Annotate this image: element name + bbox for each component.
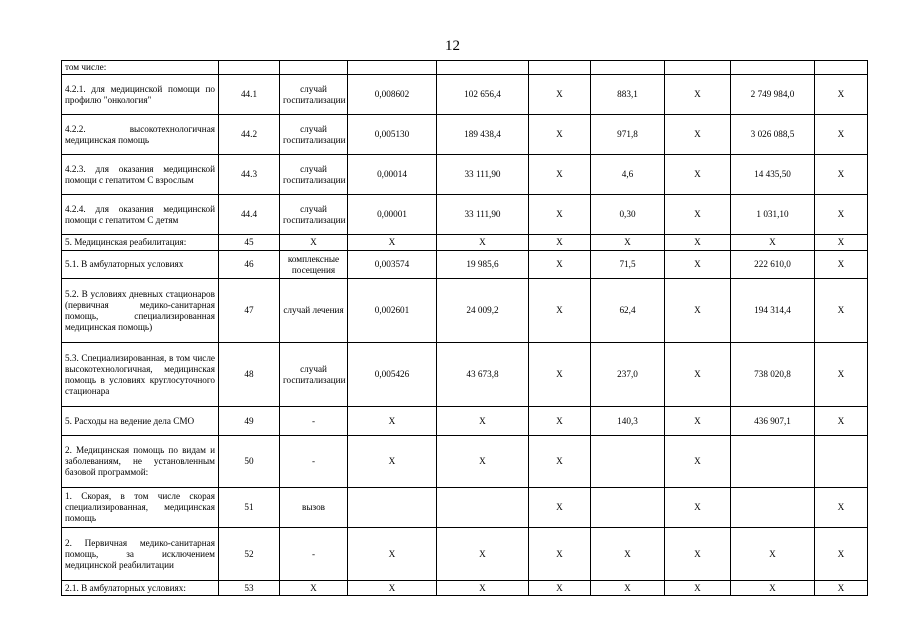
row-code-cell: 47: [219, 279, 280, 343]
value-cell: Х: [665, 343, 731, 407]
value-cell: [591, 436, 665, 488]
value-cell: [815, 61, 868, 75]
value-cell: [437, 61, 529, 75]
value-cell: Х: [665, 407, 731, 436]
value-cell: Х: [665, 528, 731, 581]
value-cell: [591, 488, 665, 528]
row-name-cell: 2.1. В амбулаторных условиях:: [62, 581, 219, 596]
row-name-cell: 4.2.4. для оказания медицинской помощи с гепатитом С детям: [62, 195, 219, 235]
value-cell: Х: [731, 235, 815, 251]
unit-cell: -: [280, 407, 348, 436]
table-row: [62, 407, 868, 436]
value-cell: Х: [529, 155, 591, 195]
unit-cell: Х: [280, 581, 348, 596]
value-cell: Х: [731, 528, 815, 581]
value-cell: Х: [665, 155, 731, 195]
value-cell: Х: [665, 235, 731, 251]
value-cell: Х: [591, 528, 665, 581]
value-cell: [529, 61, 591, 75]
value-cell: 3 026 088,5: [731, 115, 815, 155]
value-cell: 883,1: [591, 75, 665, 115]
row-code-cell: 51: [219, 488, 280, 528]
value-cell: [731, 436, 815, 488]
value-cell: 0,008602: [348, 75, 437, 115]
value-cell: [665, 61, 731, 75]
table-row: [62, 343, 868, 407]
value-cell: Х: [437, 235, 529, 251]
table-row: [62, 279, 868, 343]
row-name-cell: 5. Расходы на ведение дела СМО: [62, 407, 219, 436]
value-cell: 140,3: [591, 407, 665, 436]
value-cell: [437, 488, 529, 528]
value-cell: 0,30: [591, 195, 665, 235]
financial-table: [61, 60, 868, 596]
value-cell: Х: [815, 279, 868, 343]
unit-cell: комплексные посещения: [280, 251, 348, 279]
row-name-cell: 5.1. В амбулаторных условиях: [62, 251, 219, 279]
value-cell: Х: [731, 581, 815, 596]
page-number: 12: [445, 38, 460, 54]
value-cell: [815, 436, 868, 488]
row-code-cell: 48: [219, 343, 280, 407]
value-cell: Х: [529, 436, 591, 488]
row-code-cell: 49: [219, 407, 280, 436]
unit-cell: вызов: [280, 488, 348, 528]
value-cell: Х: [815, 581, 868, 596]
row-name-cell: 2. Первичная медико-санитарная помощь, за исключением медицинской реабилитации: [62, 528, 219, 581]
table-row: [62, 75, 868, 115]
table-row: [62, 251, 868, 279]
value-cell: Х: [815, 488, 868, 528]
value-cell: 0,00014: [348, 155, 437, 195]
value-cell: 62,4: [591, 279, 665, 343]
value-cell: 237,0: [591, 343, 665, 407]
row-name-cell: 4.2.3. для оказания медицинской помощи с гепатитом С взрослым: [62, 155, 219, 195]
value-cell: 24 009,2: [437, 279, 529, 343]
row-name-cell: том числе:: [62, 61, 219, 75]
value-cell: Х: [529, 528, 591, 581]
unit-cell: [280, 61, 348, 75]
value-cell: 4,6: [591, 155, 665, 195]
value-cell: Х: [348, 581, 437, 596]
value-cell: Х: [348, 235, 437, 251]
table-row: [62, 436, 868, 488]
unit-cell: случай госпитализации: [280, 343, 348, 407]
value-cell: 33 111,90: [437, 155, 529, 195]
value-cell: 0,005130: [348, 115, 437, 155]
value-cell: Х: [815, 235, 868, 251]
value-cell: Х: [665, 251, 731, 279]
table-row: [62, 115, 868, 155]
value-cell: 194 314,4: [731, 279, 815, 343]
value-cell: Х: [591, 235, 665, 251]
value-cell: Х: [665, 279, 731, 343]
value-cell: Х: [815, 195, 868, 235]
row-name-cell: 5. Медицинская реабилитация:: [62, 235, 219, 251]
table-row: [62, 528, 868, 581]
row-name-cell: 5.2. В условиях дневных стационаров (первичная медико-санитарная помощь, специализированная медицинская помощь): [62, 279, 219, 343]
value-cell: 2 749 984,0: [731, 75, 815, 115]
value-cell: 33 111,90: [437, 195, 529, 235]
value-cell: 436 907,1: [731, 407, 815, 436]
value-cell: Х: [348, 407, 437, 436]
value-cell: 738 020,8: [731, 343, 815, 407]
value-cell: Х: [529, 279, 591, 343]
row-code-cell: 46: [219, 251, 280, 279]
value-cell: Х: [665, 75, 731, 115]
table-row: [62, 195, 868, 235]
value-cell: Х: [529, 581, 591, 596]
unit-cell: -: [280, 436, 348, 488]
value-cell: Х: [665, 115, 731, 155]
row-name-cell: 5.3. Специализированная, в том числе высокотехнологичная, медицинская помощь в условиях круглосуточного стационара: [62, 343, 219, 407]
value-cell: Х: [529, 343, 591, 407]
value-cell: [348, 61, 437, 75]
row-code-cell: 52: [219, 528, 280, 581]
row-name-cell: 4.2.1. для медицинской помощи по профилю "онкология": [62, 75, 219, 115]
row-code-cell: 44.1: [219, 75, 280, 115]
value-cell: 43 673,8: [437, 343, 529, 407]
value-cell: 0,003574: [348, 251, 437, 279]
unit-cell: случай лечения: [280, 279, 348, 343]
row-name-cell: 4.2.2. высокотехнологичная медицинская помощь: [62, 115, 219, 155]
value-cell: Х: [437, 436, 529, 488]
value-cell: [731, 61, 815, 75]
table-row: [62, 488, 868, 528]
table-row: [62, 581, 868, 596]
value-cell: 102 656,4: [437, 75, 529, 115]
value-cell: Х: [815, 343, 868, 407]
unit-cell: случай госпитализации: [280, 75, 348, 115]
value-cell: Х: [348, 528, 437, 581]
value-cell: Х: [529, 235, 591, 251]
unit-cell: случай госпитализации: [280, 155, 348, 195]
unit-cell: случай госпитализации: [280, 195, 348, 235]
unit-cell: -: [280, 528, 348, 581]
value-cell: 1 031,10: [731, 195, 815, 235]
value-cell: Х: [348, 436, 437, 488]
value-cell: Х: [437, 407, 529, 436]
value-cell: Х: [437, 581, 529, 596]
value-cell: Х: [665, 195, 731, 235]
row-name-cell: 2. Медицинская помощь по видам и заболеваниям, не установленным базовой программой:: [62, 436, 219, 488]
value-cell: 189 438,4: [437, 115, 529, 155]
row-code-cell: 53: [219, 581, 280, 596]
value-cell: Х: [665, 436, 731, 488]
value-cell: Х: [529, 115, 591, 155]
unit-cell: случай госпитализации: [280, 115, 348, 155]
value-cell: Х: [815, 115, 868, 155]
value-cell: [591, 61, 665, 75]
table-row: [62, 155, 868, 195]
value-cell: Х: [815, 407, 868, 436]
value-cell: 0,00001: [348, 195, 437, 235]
value-cell: [348, 488, 437, 528]
value-cell: Х: [529, 488, 591, 528]
value-cell: 14 435,50: [731, 155, 815, 195]
value-cell: Х: [815, 251, 868, 279]
value-cell: Х: [529, 251, 591, 279]
value-cell: Х: [815, 528, 868, 581]
row-code-cell: 44.4: [219, 195, 280, 235]
row-code-cell: [219, 61, 280, 75]
row-name-cell: 1. Скорая, в том числе скорая специализированная, медицинская помощь: [62, 488, 219, 528]
value-cell: 0,005426: [348, 343, 437, 407]
value-cell: Х: [591, 581, 665, 596]
value-cell: Х: [665, 488, 731, 528]
value-cell: 971,8: [591, 115, 665, 155]
value-cell: 19 985,6: [437, 251, 529, 279]
table-row: [62, 235, 868, 251]
value-cell: 71,5: [591, 251, 665, 279]
row-code-cell: 44.2: [219, 115, 280, 155]
value-cell: [731, 488, 815, 528]
value-cell: 222 610,0: [731, 251, 815, 279]
value-cell: Х: [815, 75, 868, 115]
value-cell: Х: [815, 155, 868, 195]
row-code-cell: 44.3: [219, 155, 280, 195]
table-row: [62, 61, 868, 75]
value-cell: Х: [665, 581, 731, 596]
value-cell: Х: [437, 528, 529, 581]
row-code-cell: 45: [219, 235, 280, 251]
value-cell: Х: [529, 75, 591, 115]
value-cell: 0,002601: [348, 279, 437, 343]
value-cell: Х: [529, 407, 591, 436]
row-code-cell: 50: [219, 436, 280, 488]
value-cell: Х: [529, 195, 591, 235]
unit-cell: Х: [280, 235, 348, 251]
